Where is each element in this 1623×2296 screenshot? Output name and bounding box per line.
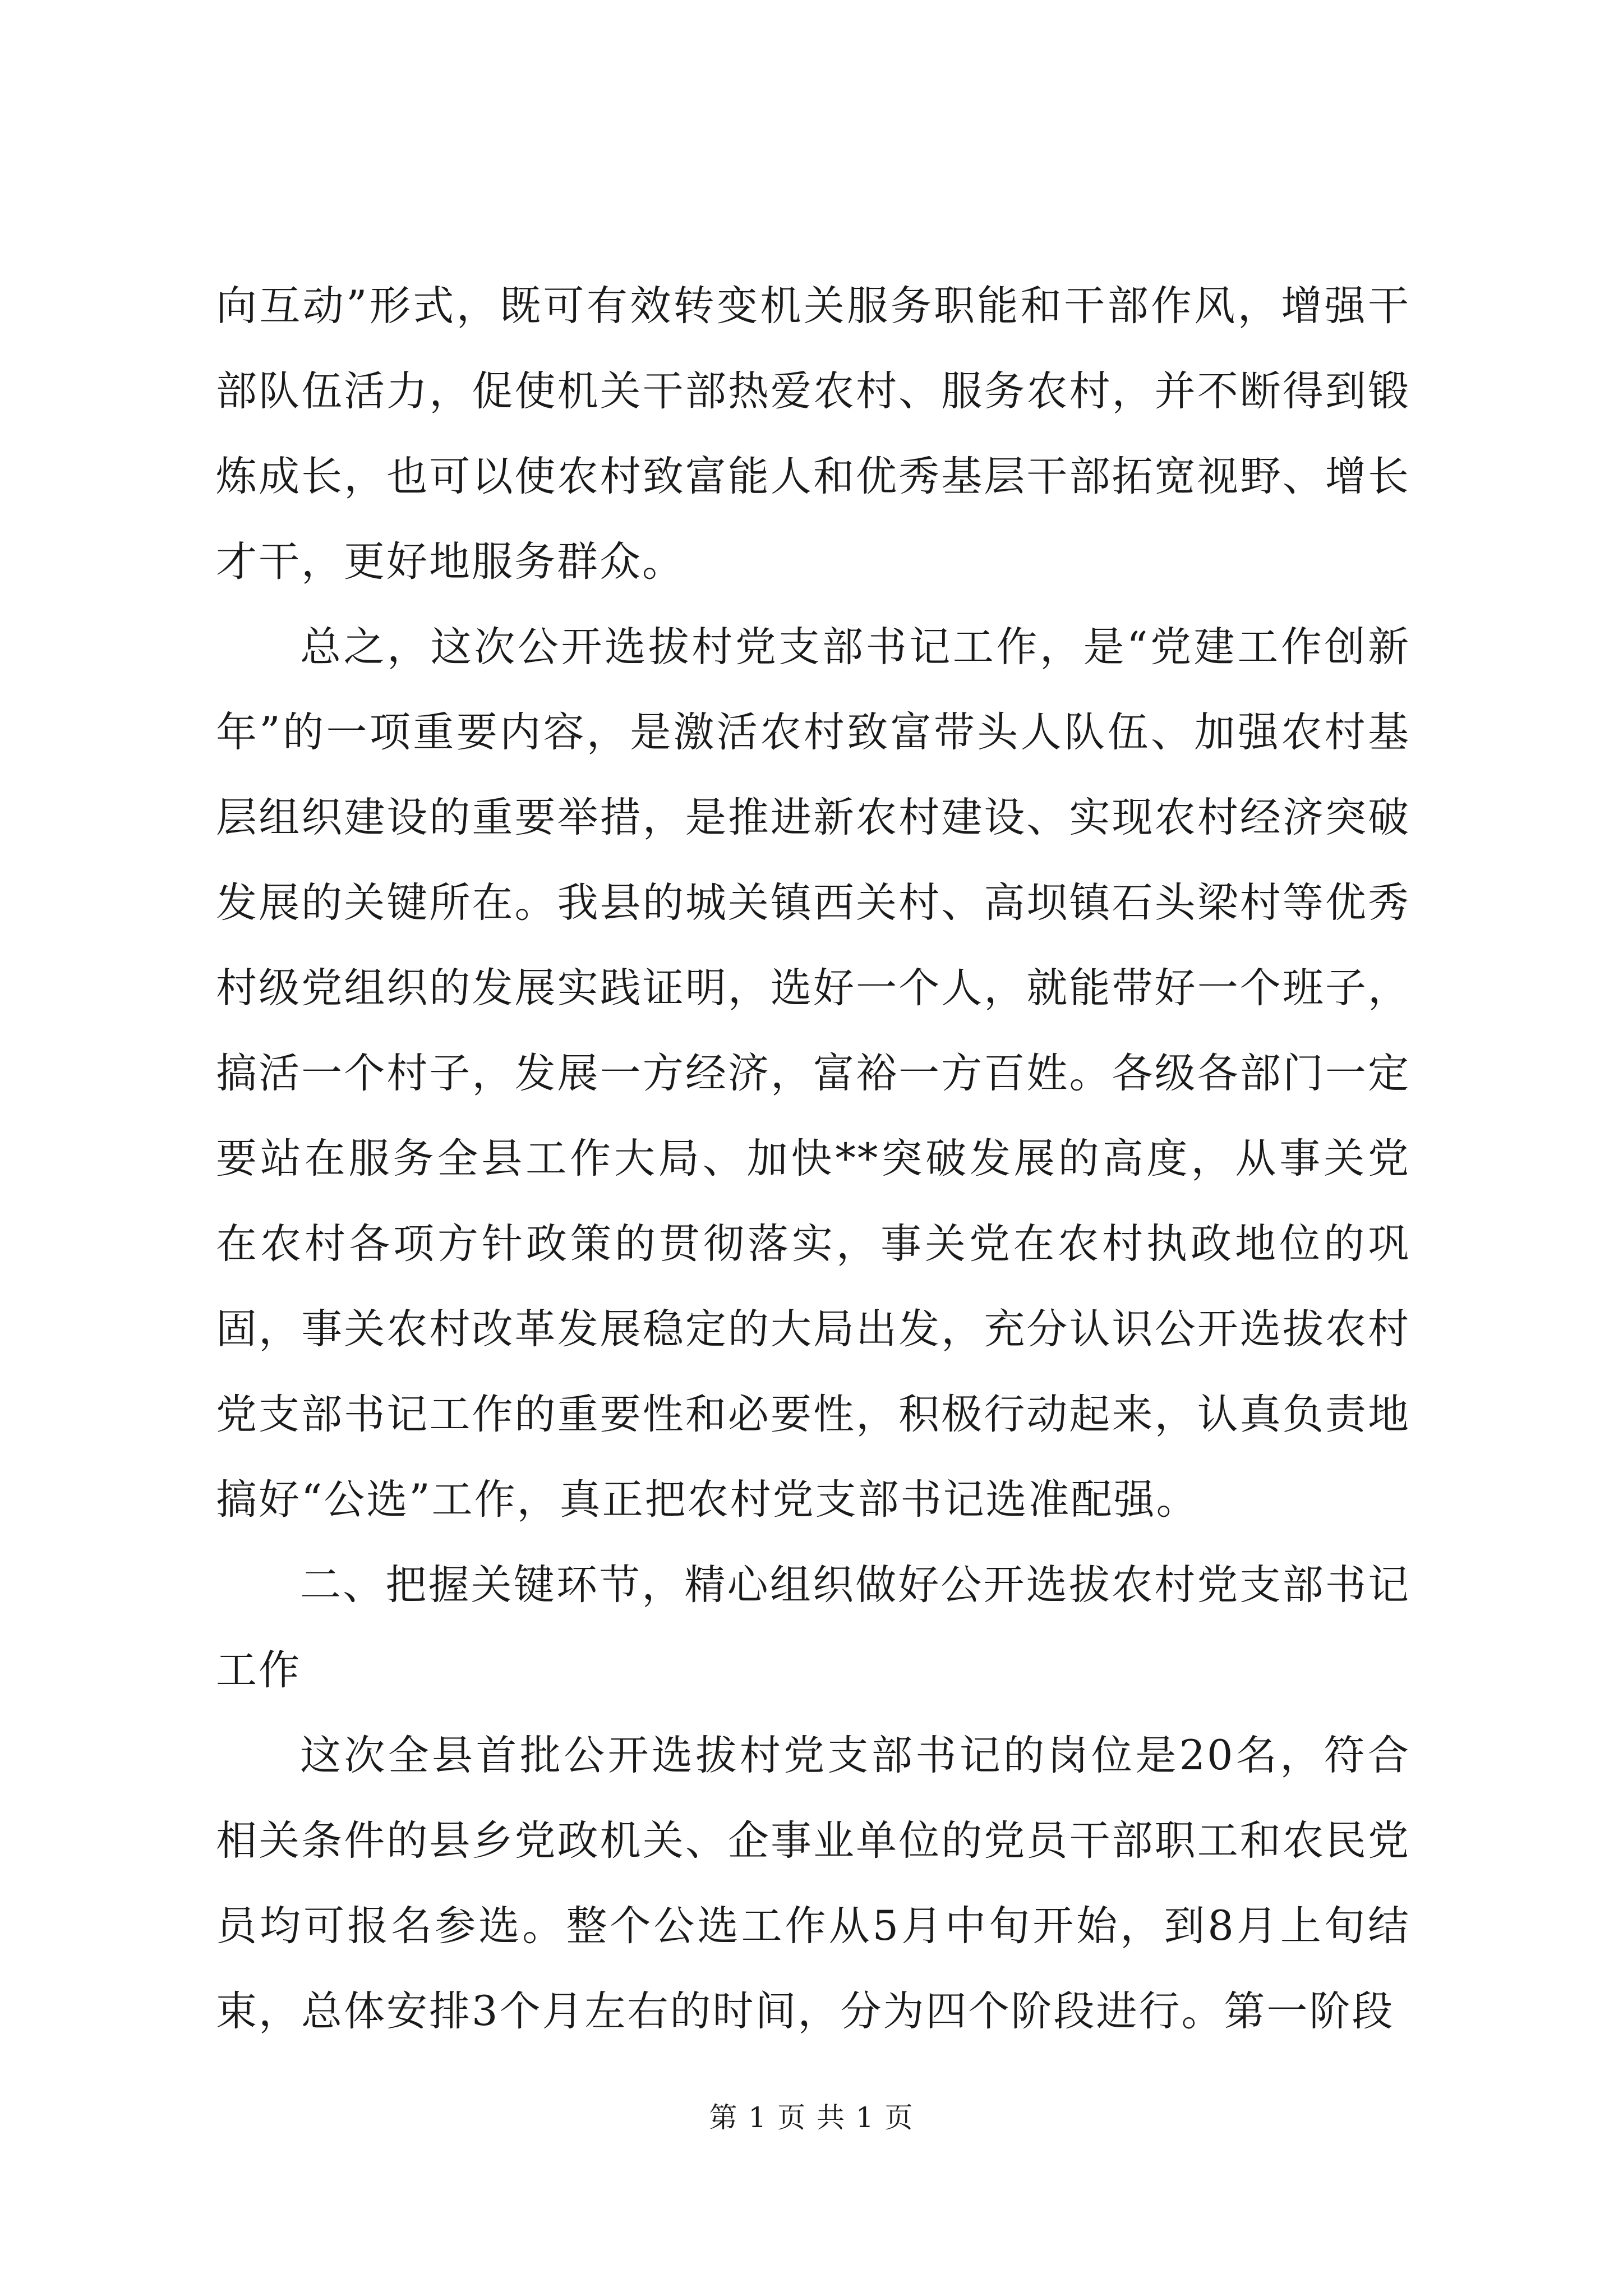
section-heading: 二、把握关键环节，精心组织做好公开选拔农村党支部书记工作 (216, 1561, 1410, 1694)
paragraph-arrangement: 这次全县首批公开选拔村党支部书记的岗位是20名，符合相关条件的县乡党政机关、企事业单位的党员干部职工和农民党员均可报名参选。整个公选工作从5月中旬开始，到8月上旬结束，总体安排3个月左右的时间，分为四个阶段进行。第一阶段 (216, 1732, 1410, 2035)
paragraph-conclusion: 总之，这次公开选拔村党支部书记工作，是“党建工作创新年”的一项重要内容，是激活农村致富带头人队伍、加强农村基层组织建设的重要举措，是推进新农村建设、实现农村经济突破发展的关键所在。我县的城关镇西关村、高坝镇石头梁村等优秀村级党组织的发展实践证明，选好一个人，就能带好一个班子，搞活一个村子，发展一方经济，富裕一方百姓。各级各部门一定要站在服务全县工作大局、加快**突破发展的高度，从事关党在农村各项方针政策的贯彻落实，事关党在农村执政地位的巩固，事关农村改革发展稳定的大局出发，充分认识公开选拔农村党支部书记工作的重要性和必要性，积极行动起来，认真负责地搞好“公选”工作，真正把农村党支部书记选准配强。 (216, 623, 1410, 1524)
document-body (216, 264, 1410, 2054)
page-number-footer: 第 1 页 共 1 页 (709, 2101, 914, 2134)
paragraph-continuation: 向互动”形式，既可有效转变机关服务职能和干部作风，增强干部队伍活力，促使机关干部热爱农村、服务农村，并不断得到锻炼成长，也可以使农村致富能人和优秀基层干部拓宽视野、增长才干，更好地服务群众。 (216, 282, 1410, 586)
